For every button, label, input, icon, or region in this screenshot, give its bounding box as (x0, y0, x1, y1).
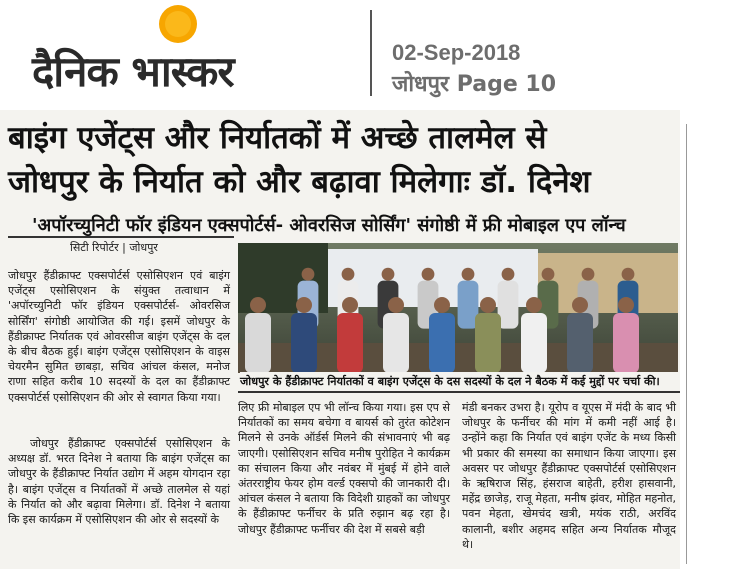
edition-date: 02-Sep-2018 (392, 40, 521, 65)
article-headline (8, 116, 680, 204)
person-head (480, 297, 496, 313)
photo-caption: जोधपुर के हैंडीक्राफ्ट निर्यातकों व बाइंग एजेंट्स के दस सदस्यों के दल ने बैठक में कई मुद्दों पर चर्चा की। (240, 372, 680, 392)
person-head (502, 268, 515, 281)
person-silhouette (383, 313, 409, 373)
headline-line-1: बाइंग एजेंट्स और निर्यातकों में अच्छे तालमेल से (8, 120, 547, 156)
person-silhouette (337, 313, 363, 373)
person-head (526, 297, 542, 313)
newspaper-logo-text: दैनिक भास्कर (32, 47, 234, 96)
person-silhouette (521, 313, 547, 373)
headline-line-2: जोधपुर के निर्यात को और बढ़ावा मिलेगाः डॉ. दिनेश (8, 164, 591, 200)
paragraph-4: मंडी बनकर उभरा है। यूरोप व यूएस में मंदी के बाद भी जोधपुर के फर्नीचर की मांग में कमी नहीं आई है। उन्होंने कहा कि निर्यात एवं बाइंग एजेंट के मध्य किसी भी प्रकार की समस्या का समाधान किया जाएगा। इस अवसर पर जोधपुर हैंडीक्राफ्ट एक्सपोर्टर्स एसोसिएशन के ऋषिराज सिंह, हंसराज बाहेती, हरीश हासवानी, महेंद्र छाजेड़, राजू मेहता, मनीष झंवर, मोहित महनोत, पवन मेहता, खेमचंद खत्री, मयंक राठी, अरविंद कालानी, बशीर अहमद सहित अन्य निर्यातक मौजूद थे। (462, 401, 676, 551)
person-head (572, 297, 588, 313)
person-head (250, 297, 266, 313)
masthead-divider (370, 10, 372, 96)
masthead (0, 0, 740, 108)
person-head (618, 297, 634, 313)
person-head (422, 268, 435, 281)
group-photo (238, 243, 678, 373)
person-head (342, 297, 358, 313)
article-column-1 (8, 268, 230, 405)
person-silhouette (245, 313, 271, 373)
person-head (302, 268, 315, 281)
person-head (582, 268, 595, 281)
person-head (434, 297, 450, 313)
person-head (342, 268, 355, 281)
person-silhouette (567, 313, 593, 373)
article-column-3 (462, 400, 676, 552)
person-silhouette (291, 313, 317, 373)
sun-logo-icon (152, 0, 204, 46)
person-head (388, 297, 404, 313)
adjacent-column-edge (686, 124, 701, 564)
person-head (542, 268, 555, 281)
person-silhouette (475, 313, 501, 373)
person-head (622, 268, 635, 281)
person-silhouette (429, 313, 455, 373)
paragraph-3: लिए फ्री मोबाइल एप भी लॉन्च किया गया। इस एप से निर्यातकों का समय बचेगा व बायर्स को तुरंत कोटेशन मिलने से उनके ऑर्डर्स मिलने की संभावनाएं भी बढ़ जाएगी। एसोसिएशन सचिव मनीष पुरोहित ने कार्यक्रम का संचालन किया और नवंबर में मुंबई में होने वाले अंतरराष्ट्रीय फेयर होम वर्ल्ड एक्सपो की जानकारी दी। आंचल कंसल ने बताया कि विदेशी ग्राहकों का जोधपुर के हैंडीक्राफ्ट फर्नीचर के प्रति रुझान बढ़ रहा है। जोधपुर हैंडीक्राफ्ट फर्नीचर की देश में सबसे बड़ी (238, 401, 450, 536)
caption-rule (238, 391, 680, 393)
paragraph-1: जोधपुर हैंडीक्राफ्ट एक्सपोर्टर्स एसोसिएशन एवं बाइंग एजेंट्स एसोसिएशन के संयुक्त तत्वाधान में 'अपॉरच्युनिटी फॉर इंडियन एक्सपोर्टर्स- ओवरसिज सोर्सिंग' संगोष्ठी आयोजित की गई। इसमें जोधपुर के हैंडीक्राफ्ट निर्यातक एवं ओवरसीज बाइंग एजेंट्स के दल के बीच बैठक हुई। बाइंग एजेंट्स एसोसिएशन के वाइस चेयरमैन सुमित छाबड़ा, सचिव आंचल कंसल, मनोज राणा सहित करीब 10 सदस्यों के दल का हैंडीक्राफ्ट एक्सपोर्टर्स एसोसिएशन की ओर से स्वागत किया गया। (8, 269, 230, 404)
article-subheadline: 'अपॉरच्युनिटी फॉर इंडियन एक्सपोर्टर्स- ओवरसिज सोर्सिंग' संगोष्ठी में फ्री मोबाइल एप लॉन्च (32, 215, 626, 236)
person-silhouette (613, 313, 639, 373)
paragraph-2: जोधपुर हैंडीक्राफ्ट एक्सपोर्टर्स एसोसिएशन के अध्यक्ष डॉ. भरत दिनेश ने बताया कि बाइंग एजेंट्स का जोधपुर के हैंडीक्राफ्ट निर्यात उद्योग में अहम योगदान रहा है। बाइंग एजेंट्स व निर्यातकों में अच्छे तालमेल से यहां के निर्यात को और बढ़ावा मिलेगा। डॉ. दिनेश ने बताया कि इस कार्यक्रम में एसोसिएशन की ओर से सदस्यों के (8, 437, 230, 527)
byline-rule (8, 236, 234, 238)
person-head (382, 268, 395, 281)
edition-page: जोधपुर Page 10 (392, 72, 557, 97)
article-column-1b (8, 436, 230, 527)
article-column-2 (238, 400, 450, 537)
byline: सिटी रिपोर्टर | जोधपुर (70, 241, 158, 254)
group-photo-image (238, 243, 678, 373)
person-head (462, 268, 475, 281)
person-head (296, 297, 312, 313)
